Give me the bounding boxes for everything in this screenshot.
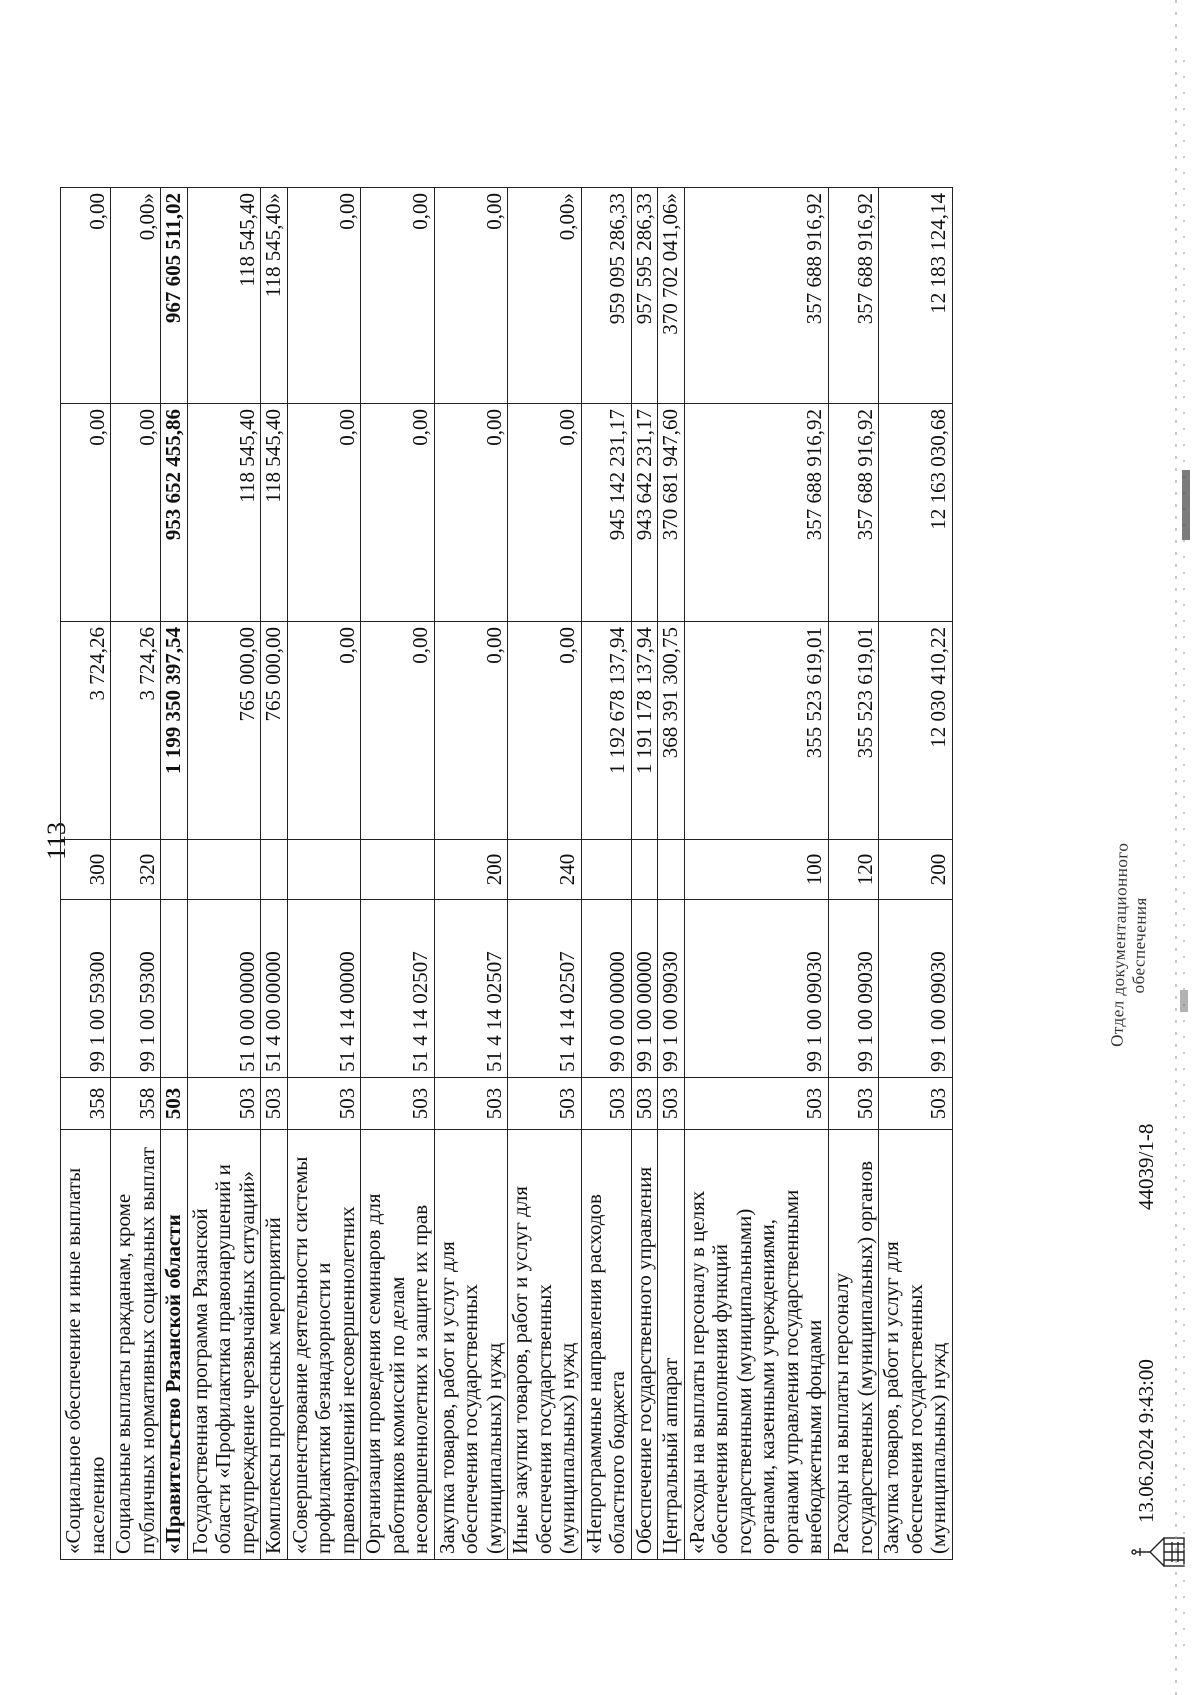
row-ved-cell: 503 <box>187 1078 261 1130</box>
row-ved-cell: 503 <box>434 1078 508 1130</box>
row-csr-cell: 99 1 00 09030 <box>828 900 878 1078</box>
row-value-2025-cell: 953 652 455,86 <box>161 404 188 622</box>
row-vr-cell <box>287 840 361 900</box>
row-ved-cell: 358 <box>111 1078 161 1130</box>
row-value-2024-cell: 355 523 619,01 <box>828 622 878 840</box>
row-ved-cell: 503 <box>658 1078 685 1130</box>
table-row <box>61 188 111 1560</box>
row-value-2025-cell: 357 688 916,92 <box>684 404 828 622</box>
row-value-2026-cell: 0,00» <box>508 188 582 404</box>
row-csr-cell: 51 4 14 00000 <box>287 900 361 1078</box>
table-row <box>879 188 953 1560</box>
row-csr-cell: 51 4 14 02507 <box>434 900 508 1078</box>
row-value-2026-cell: 357 688 916,92 <box>684 188 828 404</box>
row-name-cell: Закупка товаров, работ и услуг для обеспечения государственных (муниципальных) нужд <box>879 1130 953 1560</box>
department-stamp <box>1107 825 1152 1066</box>
row-name-cell: Иные закупки товаров, работ и услуг для обеспечения государственных (муниципальных) нужд <box>508 1130 582 1560</box>
row-vr-cell: 200 <box>879 840 953 900</box>
row-value-2026-cell: 118 545,40» <box>261 188 288 404</box>
row-ved-cell: 503 <box>287 1078 361 1130</box>
row-value-2026-cell: 0,00 <box>434 188 508 404</box>
row-name-cell: Центральный аппарат <box>658 1130 685 1560</box>
footer-document-number: 44039/1-8 <box>1134 1123 1158 1210</box>
row-csr-cell: 51 4 14 02507 <box>508 900 582 1078</box>
row-name-cell: Закупка товаров, работ и услуг для обеспечения государственных (муниципальных) нужд <box>434 1130 508 1560</box>
row-ved-cell: 503 <box>631 1078 658 1130</box>
row-value-2025-cell: 118 545,40 <box>187 404 261 622</box>
row-value-2026-cell: 118 545,40 <box>187 188 261 404</box>
row-vr-cell: 200 <box>434 840 508 900</box>
row-vr-cell <box>261 840 288 900</box>
row-name-cell: Обеспечение государственного управления <box>631 1130 658 1560</box>
table-row <box>111 188 161 1560</box>
table-row <box>581 188 631 1560</box>
row-value-2025-cell: 0,00 <box>61 404 111 622</box>
table-row <box>658 188 685 1560</box>
row-value-2025-cell: 0,00 <box>508 404 582 622</box>
row-vr-cell: 120 <box>828 840 878 900</box>
row-value-2026-cell: 959 095 286,33 <box>581 188 631 404</box>
row-value-2025-cell: 357 688 916,92 <box>828 404 878 622</box>
row-ved-cell: 358 <box>61 1078 111 1130</box>
row-ved-cell: 503 <box>828 1078 878 1130</box>
row-csr-cell: 51 4 00 00000 <box>261 900 288 1078</box>
row-value-2025-cell: 12 163 030,68 <box>879 404 953 622</box>
row-csr-cell: 51 4 14 02507 <box>361 900 435 1078</box>
row-value-2024-cell: 765 000,00 <box>261 622 288 840</box>
row-csr-cell <box>161 900 188 1078</box>
row-value-2026-cell: 0,00 <box>361 188 435 404</box>
row-csr-cell: 99 1 00 09030 <box>684 900 828 1078</box>
row-ved-cell: 503 <box>581 1078 631 1130</box>
row-name-cell: «Совершенствование деятельности системы профилактики безнадзорности и правонарушений несовершеннолетних <box>287 1130 361 1560</box>
row-value-2026-cell: 0,00 <box>287 188 361 404</box>
row-name-cell: Расходы на выплаты персоналу государственных (муниципальных) органов <box>828 1130 878 1560</box>
row-value-2024-cell: 0,00 <box>434 622 508 840</box>
row-value-2024-cell: 0,00 <box>508 622 582 840</box>
row-csr-cell: 99 1 00 09030 <box>658 900 685 1078</box>
row-value-2024-cell: 0,00 <box>361 622 435 840</box>
row-value-2026-cell: 957 595 286,33 <box>631 188 658 404</box>
row-vr-cell <box>187 840 261 900</box>
row-ved-cell: 503 <box>161 1078 188 1130</box>
row-ved-cell: 503 <box>684 1078 828 1130</box>
row-value-2024-cell: 3 724,26 <box>61 622 111 840</box>
row-vr-cell: 100 <box>684 840 828 900</box>
row-ved-cell: 503 <box>261 1078 288 1130</box>
row-value-2025-cell: 0,00 <box>287 404 361 622</box>
row-value-2024-cell: 1 192 678 137,94 <box>581 622 631 840</box>
table-row <box>684 188 828 1560</box>
page-number: 113 <box>42 821 71 860</box>
row-ved-cell: 503 <box>508 1078 582 1130</box>
budget-table <box>60 187 953 1560</box>
row-value-2026-cell: 357 688 916,92 <box>828 188 878 404</box>
row-name-cell: Социальные выплаты гражданам, кроме публичных нормативных социальных выплат <box>111 1130 161 1560</box>
table-row <box>631 188 658 1560</box>
table-row <box>287 188 361 1560</box>
row-vr-cell: 240 <box>508 840 582 900</box>
row-name-cell: «Непрограммные направления расходов областного бюджета <box>581 1130 631 1560</box>
row-value-2024-cell: 355 523 619,01 <box>684 622 828 840</box>
row-value-2026-cell: 0,00 <box>61 188 111 404</box>
table-row <box>361 188 435 1560</box>
row-value-2025-cell: 0,00 <box>434 404 508 622</box>
row-csr-cell: 99 0 00 00000 <box>581 900 631 1078</box>
row-value-2024-cell: 0,00 <box>287 622 361 840</box>
row-value-2025-cell: 118 545,40 <box>261 404 288 622</box>
row-ved-cell: 503 <box>879 1078 953 1130</box>
table-row <box>261 188 288 1560</box>
row-name-cell: Организация проведения семинаров для работников комиссий по делам несовершеннолетних и защите их прав <box>361 1130 435 1560</box>
row-value-2025-cell: 370 681 947,60 <box>658 404 685 622</box>
table-row <box>434 188 508 1560</box>
row-value-2024-cell: 368 391 300,75 <box>658 622 685 840</box>
row-vr-cell <box>361 840 435 900</box>
footer-datetime: 13.06.2024 9:43:00 <box>1134 1359 1158 1523</box>
row-csr-cell: 99 1 00 59300 <box>111 900 161 1078</box>
row-name-cell: «Правительство Рязанской области <box>161 1130 188 1560</box>
row-name-cell: «Расходы на выплаты персоналу в целях обеспечения выполнения функций государственными (муниципальными) органами, казенными учреждениями, органами управления государственными внебюджетными фондами <box>684 1130 828 1560</box>
stamp-line-2: обеспечения <box>1128 896 1150 994</box>
scan-edge-artifact <box>1170 0 1194 1695</box>
row-vr-cell: 320 <box>111 840 161 900</box>
row-value-2025-cell: 945 142 231,17 <box>581 404 631 622</box>
row-ved-cell: 503 <box>361 1078 435 1130</box>
row-name-cell: «Социальное обеспечение и иные выплаты населению <box>61 1130 111 1560</box>
row-value-2025-cell: 0,00 <box>111 404 161 622</box>
row-value-2026-cell: 0,00» <box>111 188 161 404</box>
table-row <box>187 188 261 1560</box>
row-csr-cell: 99 1 00 09030 <box>879 900 953 1078</box>
row-value-2024-cell: 1 191 178 137,94 <box>631 622 658 840</box>
table-row <box>508 188 582 1560</box>
row-value-2024-cell: 1 199 350 397,54 <box>161 622 188 840</box>
row-value-2026-cell: 370 702 041,06» <box>658 188 685 404</box>
row-csr-cell: 51 0 00 00000 <box>187 900 261 1078</box>
table-row <box>828 188 878 1560</box>
row-value-2025-cell: 0,00 <box>361 404 435 622</box>
row-value-2024-cell: 12 030 410,22 <box>879 622 953 840</box>
row-csr-cell: 99 1 00 00000 <box>631 900 658 1078</box>
row-value-2026-cell: 12 183 124,14 <box>879 188 953 404</box>
row-vr-cell <box>631 840 658 900</box>
row-csr-cell: 99 1 00 59300 <box>61 900 111 1078</box>
row-value-2025-cell: 943 642 231,17 <box>631 404 658 622</box>
row-value-2026-cell: 967 605 511,02 <box>161 188 188 404</box>
row-name-cell: Государственная программа Рязанской области «Профилактика правонарушений и предупреждение чрезвычайных ситуаций» <box>187 1130 261 1560</box>
row-vr-cell <box>581 840 631 900</box>
table-row <box>161 188 188 1560</box>
row-vr-cell <box>658 840 685 900</box>
row-value-2024-cell: 765 000,00 <box>187 622 261 840</box>
row-value-2024-cell: 3 724,26 <box>111 622 161 840</box>
stamp-line-1: Отдел документационного <box>1107 842 1132 1048</box>
row-vr-cell: 300 <box>61 840 111 900</box>
row-name-cell: Комплексы процессных мероприятий <box>261 1130 288 1560</box>
row-vr-cell <box>161 840 188 900</box>
